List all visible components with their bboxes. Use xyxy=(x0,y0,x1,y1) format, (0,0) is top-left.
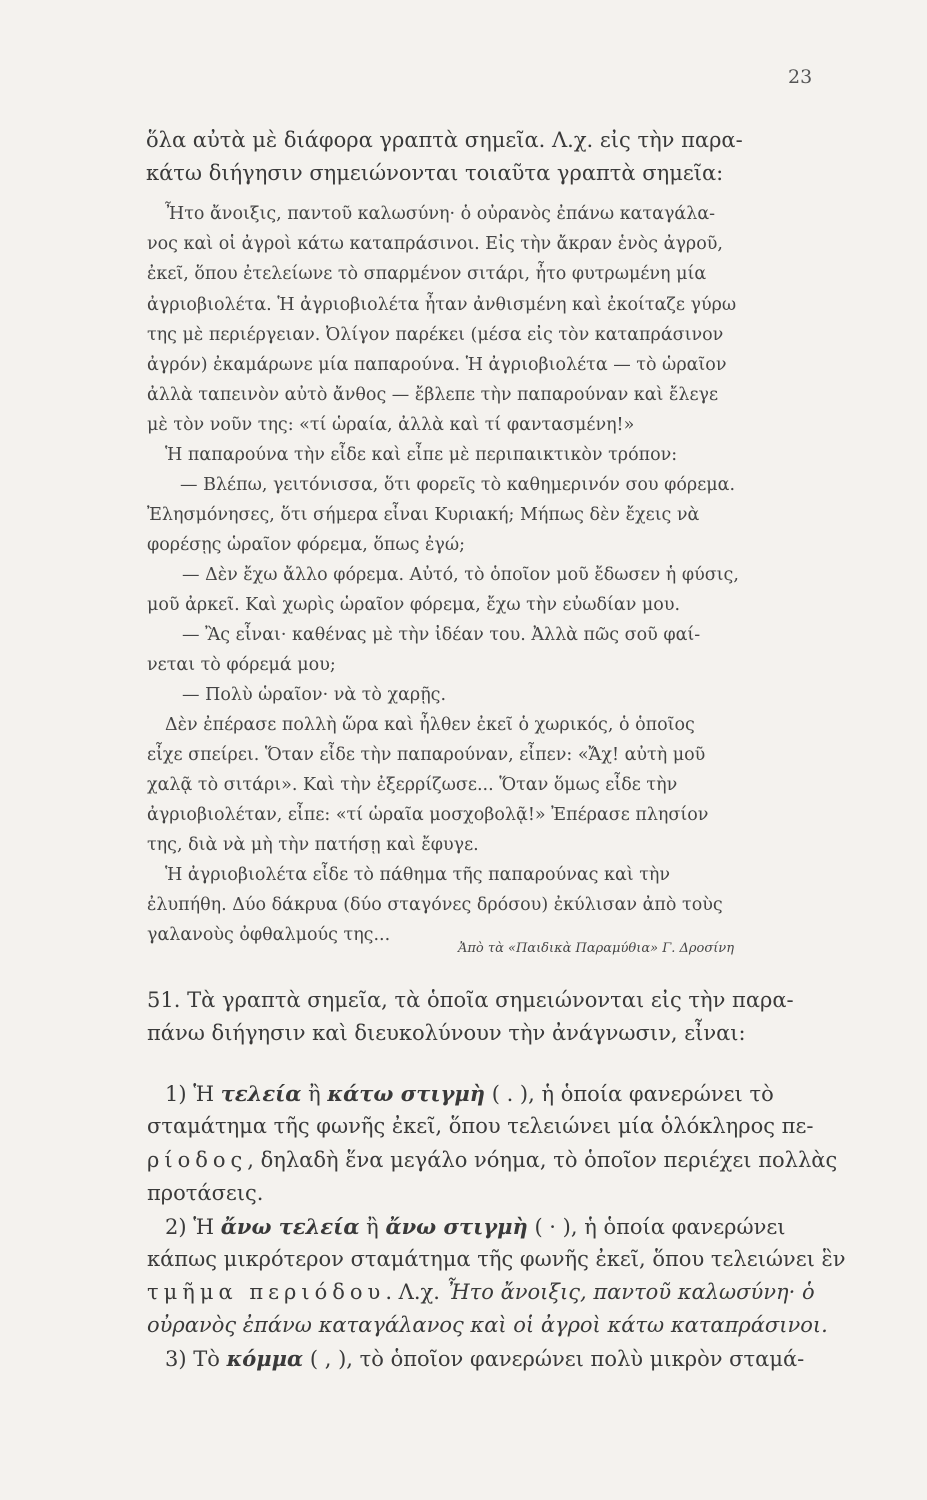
story-line: της μὲ περιέργειαν. Ὀλίγον παρέκει (μέσα εἰς τὸν καταπράσινον xyxy=(147,325,724,345)
item-comma xyxy=(165,1348,804,1370)
story-line: — Πολὺ ὡραῖον· νὰ τὸ χαρῇς. xyxy=(182,685,447,705)
spaced-word: ρίοδος xyxy=(147,1148,248,1172)
spaced-word: τμῆμα περιόδου xyxy=(147,1280,386,1304)
story-line: ἐκεῖ, ὅπου ἐτελείωνε τὸ σπαρμένον σιτάρι, ἦτο φυτρωμένη μία xyxy=(147,264,707,284)
story-line: μὲ τὸν νοῦν της: «τί ὡραία, ἀλλὰ καὶ τί φαντασμένη!» xyxy=(147,415,635,435)
text-line: κάπως μικρότερον σταμάτημα τῆς φωνῆς ἐκεῖ, ὅπου τελειώνει ἓν xyxy=(147,1247,846,1271)
section-intro: Τὰ γραπτὰ σημεῖα, τὰ ὁποῖα σημειώνονται εἰς τὴν παρα- xyxy=(187,988,794,1012)
story-line: ἐλυπήθη. Δύο δάκρυα (δύο σταγόνες δρόσου) ἐκύλισαν ἀπὸ τοὺς xyxy=(147,895,723,915)
story-line: — Ἂς εἶναι· καθένας μὲ τὴν ἰδέαν του. Ἀλλὰ πῶς σοῦ φαί- xyxy=(182,625,701,645)
story-line: ἀγριοβιολέταν, εἶπε: «τί ὡραῖα μοσχοβολᾷ!» Ἐπέρασε πλησίον xyxy=(147,805,709,825)
example-text: οὐρανὸς ἐπάνω καταγάλανος καὶ οἱ ἀγροὶ κάτω καταπράσινοι. xyxy=(147,1313,828,1337)
item-colon xyxy=(165,1216,786,1238)
item-text: ( · ), ἡ ὁποία φανερώνει xyxy=(527,1215,786,1239)
item-text: 1) Ἡ xyxy=(165,1082,221,1106)
story-line: — Βλέπω, γειτόνισσα, ὅτι φορεῖς τὸ καθημερινόν σου φόρεμα. xyxy=(180,475,736,495)
story-line: ἀλλὰ ταπεινὸν αὐτὸ ἄνθος — ἔβλεπε τὴν παπαρούναν καὶ ἔλεγε xyxy=(147,385,719,405)
item-text: . Λ.χ. xyxy=(385,1280,447,1304)
text-line: κάτω διήγησιν σημειώνονται τοιαῦτα γραπτὰ σημεῖα: xyxy=(146,161,724,185)
story-line: ἀγριοβιολέτα. Ἡ ἀγριοβιολέτα ἦταν ἀνθισμένη καὶ ἐκοίταζε γύρω xyxy=(147,295,737,315)
item-text: ἢ xyxy=(301,1082,328,1106)
story-line: γαλανοὺς ὀφθαλμούς της... xyxy=(147,925,391,945)
story-line: ἀγρόν) ἐκαμάρωνε μία παπαρούνα. Ἡ ἀγριοβιολέτα — τὸ ὡραῖον xyxy=(147,355,727,375)
item-text: , δηλαδὴ ἕνα μεγάλο νόημα, τὸ ὁποῖον περιέχει πολλὰς xyxy=(247,1148,838,1172)
attribution: Ἀπὸ τὰ «Παιδικὰ Παραμύθια» Γ. Δροσίνη xyxy=(458,941,735,956)
story-line: Ἦτο ἄνοιξις, παντοῦ καλωσύνη· ὁ οὐρανὸς ἐπάνω καταγάλα- xyxy=(165,204,716,224)
text-line: πάνω διήγησιν καὶ διευκολύνουν τὴν ἀνάγνωσιν, εἶναι: xyxy=(147,1021,746,1045)
story-line: Ἡ παπαρούνα τὴν εἶδε καὶ εἶπε μὲ περιπαικτικὸν τρόπον: xyxy=(165,445,678,465)
term: κόμμα xyxy=(226,1346,304,1371)
page-number: 23 xyxy=(788,66,813,88)
item-text: ( . ), ἡ ὁποία φανερώνει τὸ xyxy=(485,1082,774,1106)
story-line: φορέσῃς ὡραῖον φόρεμα, ὅπως ἐγώ; xyxy=(147,535,466,555)
text-line xyxy=(147,1150,837,1171)
item-text: 3) Τὸ xyxy=(165,1347,227,1371)
item-text: ἢ xyxy=(359,1215,386,1239)
example-text: Ἦτο ἄνοιξις, παντοῦ καλωσύνη· ὁ xyxy=(446,1280,815,1304)
section-number: 51. xyxy=(147,988,181,1012)
item-full-stop xyxy=(165,1083,774,1105)
story-line: Δὲν ἐπέρασε πολλὴ ὥρα καὶ ἦλθεν ἐκεῖ ὁ χωρικός, ὁ ὁποῖος xyxy=(165,715,695,735)
story-line: Ἡ ἀγριοβιολέτα εἶδε τὸ πάθημα τῆς παπαρούνας καὶ τὴν xyxy=(165,865,671,885)
item-text: ( , ), τὸ ὁποῖον φανερώνει πολὺ μικρὸν σταμά- xyxy=(303,1347,805,1371)
section-heading-line xyxy=(147,990,794,1011)
term: τελεία xyxy=(220,1081,302,1106)
text-line: ὅλα αὐτὰ μὲ διάφορα γραπτὰ σημεῖα. Λ.χ. εἰς τὴν παρα- xyxy=(146,128,743,152)
term: ἄνω στιγμὴ xyxy=(385,1214,528,1239)
story-line: μοῦ ἀρκεῖ. Καὶ χωρὶς ὡραῖον φόρεμα, ἔχω τὴν εὐωδίαν μου. xyxy=(147,595,681,615)
story-line: της, διὰ νὰ μὴ τὴν πατήσῃ καὶ ἔφυγε. xyxy=(147,835,479,855)
story-line: νος καὶ οἱ ἀγροὶ κάτω καταπράσινοι. Εἰς τὴν ἄκραν ἑνὸς ἀγροῦ, xyxy=(147,234,723,254)
text-line xyxy=(147,1282,815,1303)
text-line: σταμάτημα τῆς φωνῆς ἐκεῖ, ὅπου τελειώνει μία ὁλόκληρος πε- xyxy=(147,1114,814,1138)
story-line: — Δὲν ἔχω ἄλλο φόρεμα. Αὐτό, τὸ ὁποῖον μοῦ ἔδωσεν ἡ φύσις, xyxy=(182,565,739,585)
term: κάτω στιγμὴ xyxy=(327,1081,486,1106)
item-text: 2) Ἡ xyxy=(165,1215,221,1239)
story-line: εἶχε σπείρει. Ὅταν εἶδε τὴν παπαρούναν, εἶπεν: «Ἄχ! αὐτὴ μοῦ xyxy=(147,745,706,765)
story-line: χαλᾷ τὸ σιτάρι». Καὶ τὴν ἐξερρίζωσε... Ὅταν ὅμως εἶδε τὴν xyxy=(147,775,678,795)
text-line: προτάσεις. xyxy=(147,1181,264,1205)
story-line: νεται τὸ φόρεμά μου; xyxy=(147,655,336,675)
text-line xyxy=(147,1315,828,1336)
term: ἄνω τελεία xyxy=(220,1214,360,1239)
story-line: Ἐλησμόνησες, ὅτι σήμερα εἶναι Κυριακή; Μήπως δὲν ἔχεις νὰ xyxy=(147,505,700,525)
